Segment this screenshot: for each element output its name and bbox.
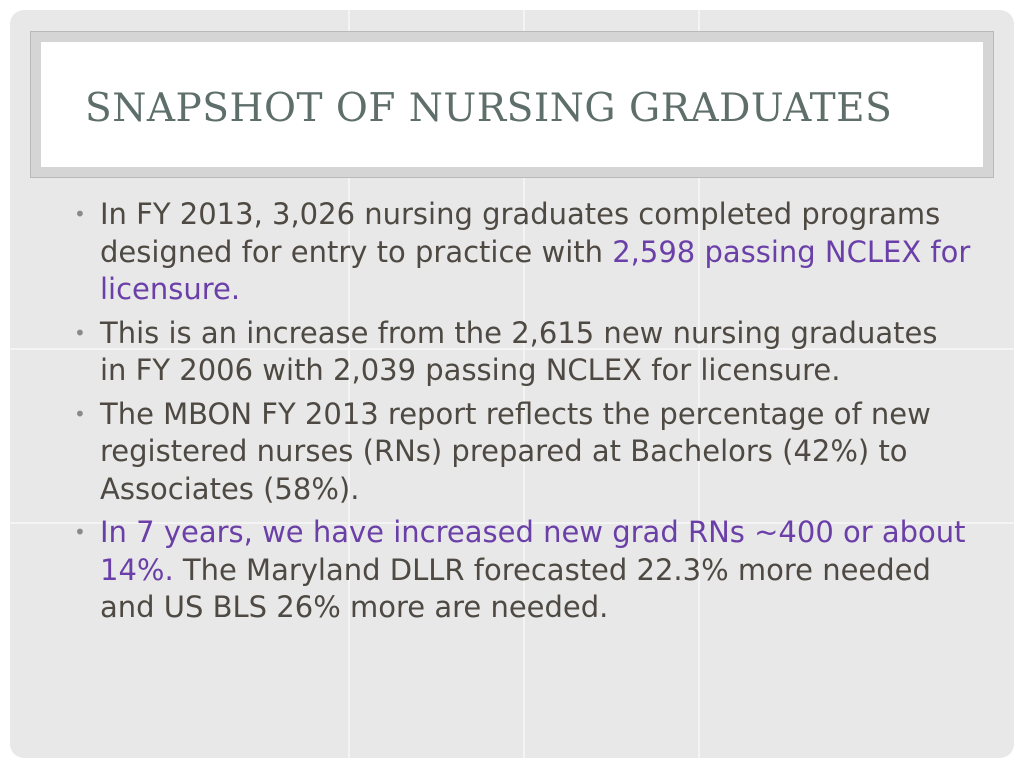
bullet-item xyxy=(72,514,972,627)
bullet-marker: • xyxy=(74,202,86,226)
bullet-highlight: 2,598 passing NCLEX for licensure. xyxy=(100,234,971,306)
slide xyxy=(10,10,1014,758)
bullet-text: In FY 2013, 3,026 nursing graduates completed programs designed for entry to practice with xyxy=(100,197,941,269)
slide-title: SNAPSHOT OF NURSING GRADUATES xyxy=(85,86,893,131)
bullet-text: This is an increase from the 2,615 new nursing graduates in FY 2006 with 2,039 passing NCLEX for licensure. xyxy=(100,315,938,387)
bullet-text: The MBON FY 2013 report reflects the percentage of new registered nurses (RNs) prepared at Bachelors (42%) to Associates (58%). xyxy=(100,396,931,506)
bullet-list xyxy=(72,196,972,633)
bullet-item xyxy=(72,396,972,509)
title-box xyxy=(41,42,983,167)
title-frame xyxy=(30,31,994,178)
bullet-item xyxy=(72,315,972,390)
bullet-item xyxy=(72,196,972,309)
bullet-marker: • xyxy=(74,401,86,426)
bullet-highlight: In 7 years, we have increased new grad RNs ~400 or about 14%. xyxy=(100,515,966,587)
bullet-marker: • xyxy=(74,520,86,544)
bullet-text: The Maryland DLLR forecasted 22.3% more needed and US BLS 26% more are needed. xyxy=(100,552,931,624)
bullet-marker: • xyxy=(74,320,86,345)
